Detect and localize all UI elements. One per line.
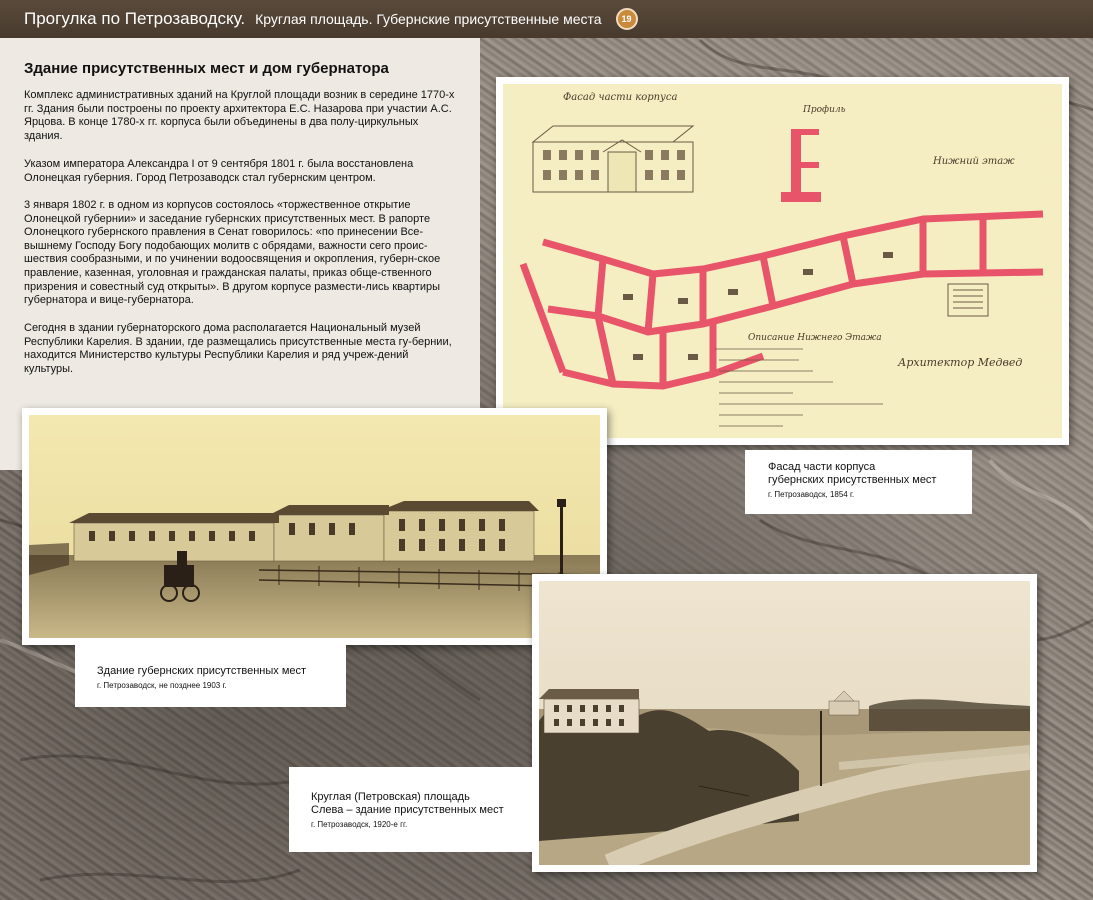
plan-drawing [503, 84, 1062, 438]
photo-1920 [539, 581, 1030, 865]
plan-caption-date: г. Петрозаводск, 1854 г. [768, 490, 855, 499]
photo-1920-caption-line-2: Слева – здание присутственных мест [311, 804, 504, 816]
paragraph-3: 3 января 1802 г. в одном из корпусов состоялось «торжественное открытие Олонецкой губернии» и заседание губернских присутственных мест. В рапорте Олонецкого губернского правления в Сенат говорилось: «по принесении Все-вышнему Господу Богу подобающих молитв с обрядами, важности сего проис-шествия сообразными, и по учинении водоосвящения и окропления, губерн-ское правление, казенная, уголовная и гражданская палаты, приказ обще-ственного призрения и совестный суд открыты». В другом корпусе размести-лись квартиры губернатора и вице-губернатора. [24, 199, 441, 307]
header-subtitle: Круглая площадь. Губернские присутственные места [255, 11, 602, 27]
drawing-legend-title: Описание Нижнего Этажа [748, 333, 882, 343]
page-number-badge: 19 [616, 8, 638, 30]
paragraph-4: Сегодня в здании губернаторского дома располагается Национальный музей Республики Карелия. В здании, где размещались присутственные места гу-бернии, находится Министерство культуры Республики Карелия и ряд учреж-дений культуры. [24, 322, 452, 375]
photo-1903-frame [22, 408, 607, 645]
plan-caption-line-2: губернских присутственных мест [768, 474, 937, 486]
drawing-label-profile: Профиль [803, 105, 846, 115]
photo-1903-caption-line-1: Здание губернских присутственных мест [97, 665, 307, 677]
photo-1920-caption [289, 767, 532, 852]
paragraph-1: Комплекс административных зданий на Круглой площади возник в середине 1770-х гг. Здания были построены по проекту архитектора Е.С. Назарова при участии А.С. Ярцова. В конце 1780-х гг. корпуса были объединены в два полу-циркульных здания. [24, 89, 455, 142]
header-bar [0, 0, 1093, 38]
plan-drawing-frame [496, 77, 1069, 445]
photo-1903-caption-date: г. Петрозаводск, не позднее 1903 г. [97, 681, 227, 690]
paragraph-2: Указом императора Александра I от 9 сентября 1801 г. была восстановлена Олонецкая губерния. Город Петрозаводск стал губернским центром. [24, 158, 414, 184]
photo-1903 [29, 415, 600, 638]
photo-1920-caption-date: г. Петрозаводск, 1920-е гг. [311, 820, 408, 829]
drawing-signature: Архитектор Медвед [898, 356, 1023, 369]
photo-1920-caption-line-1: Круглая (Петровская) площадь [311, 791, 470, 803]
plan-caption-line-1: Фасад части корпуса [768, 461, 876, 473]
plan-caption [745, 450, 972, 514]
header-title: Прогулка по Петрозаводску. [24, 9, 246, 28]
photo-1920-frame [532, 574, 1037, 872]
photo-1903-caption [75, 645, 346, 707]
article-heading: Здание присутственных мест и дом губернатора [24, 60, 389, 77]
drawing-label-facade: Фасад части корпуса [563, 92, 678, 103]
drawing-label-lower-floor: Нижний этаж [933, 156, 1015, 167]
text-panel [0, 38, 480, 470]
